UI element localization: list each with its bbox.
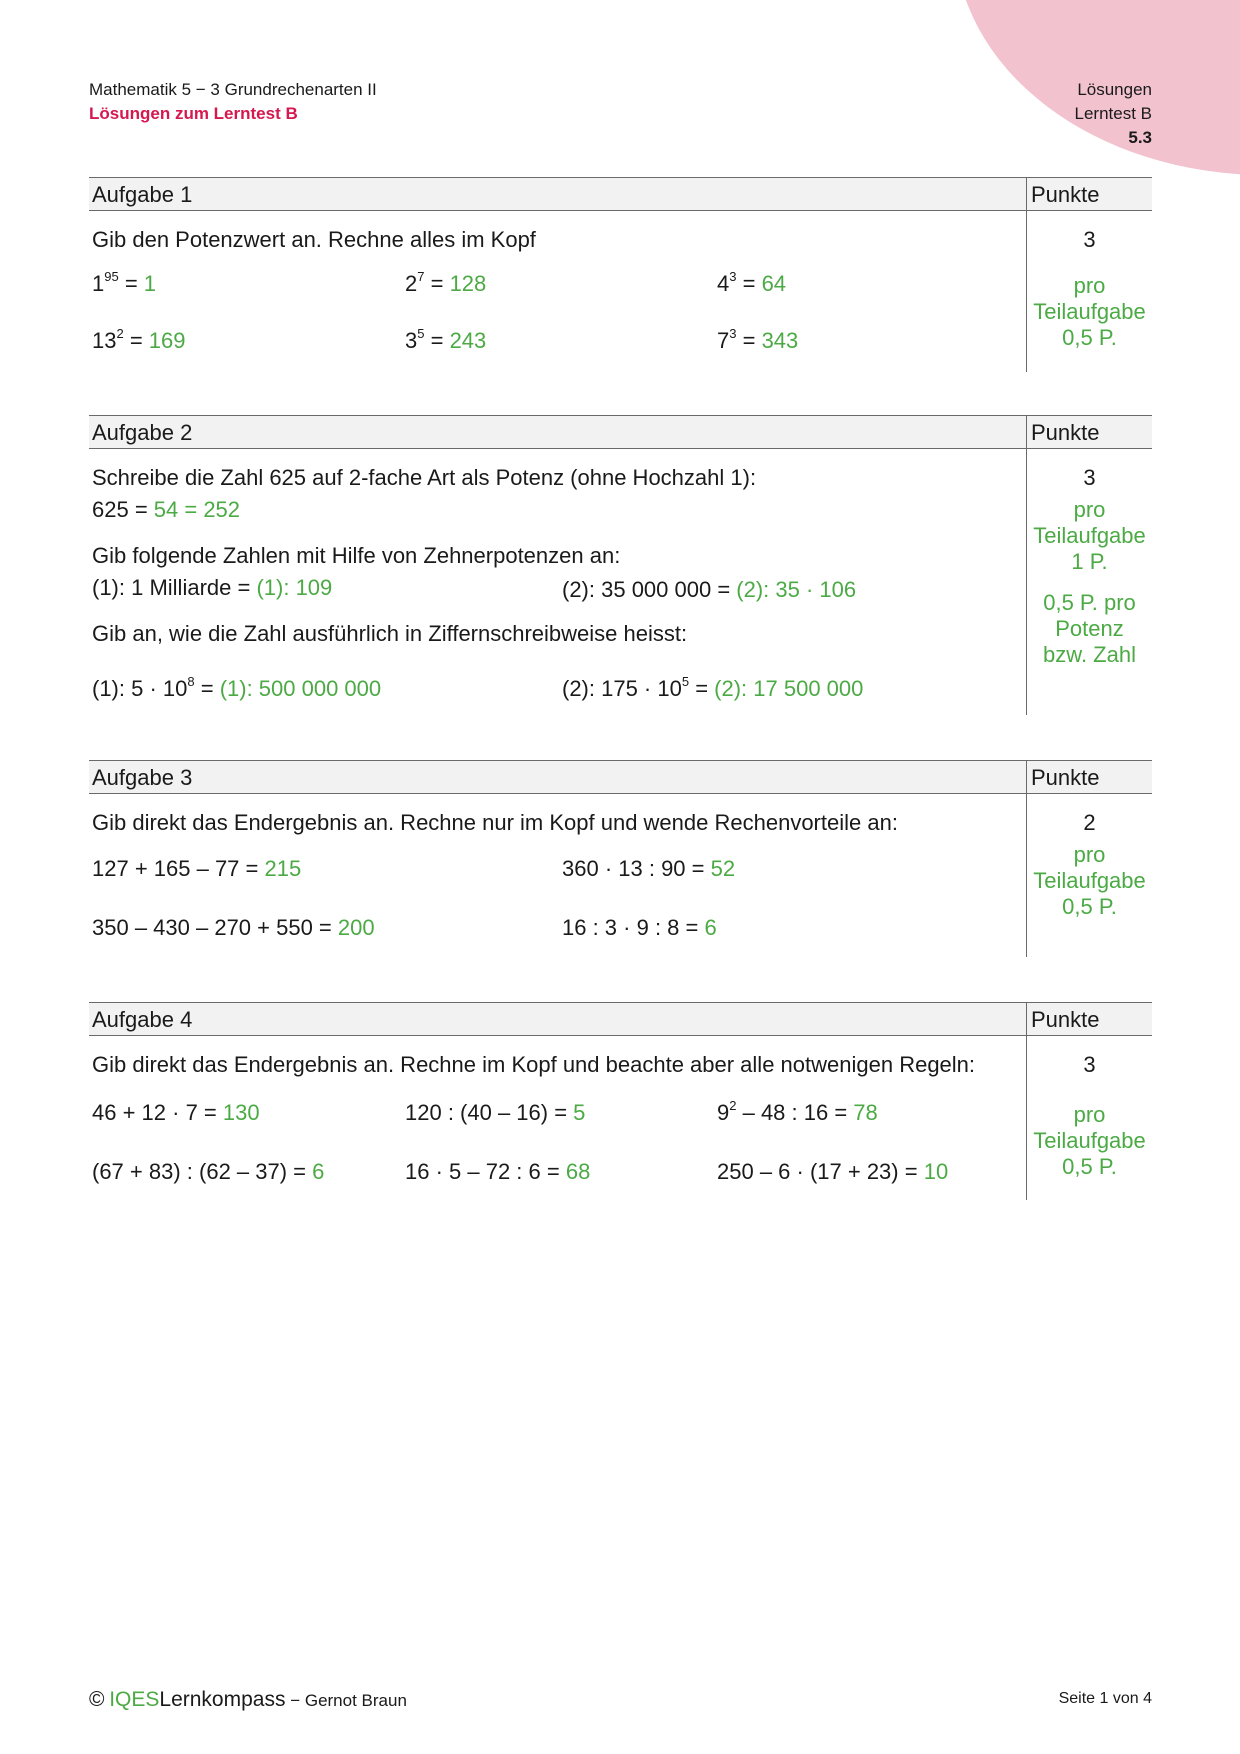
task-2-points-note-2: 0,5 P. pro Potenz bzw. Zahl <box>1043 590 1136 667</box>
task-3-points: 2 <box>1083 810 1096 835</box>
task-2-question-3a: (1): $5 \cdot 10^8 = (1)$: 500 000 000 <box>92 674 382 701</box>
answer: 6 <box>704 915 717 940</box>
task-2-instruction-1: Schreibe die Zahl 625 auf 2-fache Art als Potenz (ohne Hochzahl 1): <box>92 465 757 490</box>
task-3-item-4: 16 : 3 · 9 : 8 = 6 <box>562 915 717 940</box>
document-header <box>89 78 377 126</box>
answer: 6 <box>312 1159 325 1184</box>
answer: 343 <box>761 328 799 353</box>
task-4-instruction: Gib direkt das Endergebnis an. Rechne im Kopf und beachte aber alle notwenigen Regeln: <box>92 1052 976 1077</box>
task-1-item-6: $7^3 = 343$ <box>717 326 799 353</box>
task-4-item-4: (67 + 83) : (62 – 37) = 6 <box>92 1159 325 1184</box>
task-4 <box>89 1002 1152 1200</box>
task-3-header <box>89 760 1152 794</box>
task-2-question-2b: (2): 35 000 000 = (2): 35 · 106 <box>562 577 857 602</box>
task-4-points: 3 <box>1083 1052 1096 1077</box>
header-right-line1: Lösungen <box>1077 80 1152 99</box>
task-2-question-3b: (2): $175 \cdot 10^5 = (2)$: 17 500 000 <box>562 674 864 701</box>
task-1-item-1: $1^{95} = 1$ <box>92 269 157 296</box>
task-3-points-note: pro Teilaufgabe 0,5 P. <box>1033 842 1146 919</box>
task-2-question-2a: (1): 1 Milliarde = (1): 109 <box>92 575 333 600</box>
task-2-title: Aufgabe 2 <box>92 420 193 445</box>
task-2-points: 3 <box>1083 465 1096 490</box>
header-right <box>1075 78 1153 150</box>
task-4-points-note: pro Teilaufgabe 0,5 P. <box>1033 1102 1146 1179</box>
task-4-item-3: $9^2 - 48$ : 16 = 78 <box>717 1098 878 1125</box>
task-3-item-1: 127 + 165 – 77 = 215 <box>92 856 302 881</box>
task-1-points: 3 <box>1083 227 1096 252</box>
answer: 215 <box>264 856 302 881</box>
task-3-points-label: Punkte <box>1031 765 1100 790</box>
task-1-points-note: pro Teilaufgabe 0,5 P. <box>1033 273 1146 350</box>
task-4-item-1: 46 + 12 · 7 = 130 <box>92 1100 260 1125</box>
task-1-item-4: $13^2 = 169$ <box>92 326 186 353</box>
task-3-item-3: 350 – 430 – 270 + 550 = 200 <box>92 915 375 940</box>
task-2-instruction-3: Gib an, wie die Zahl ausführlich in Ziffernschreibweise heisst: <box>92 621 688 646</box>
brand-iqes: IQES <box>109 1688 160 1711</box>
task-2-header <box>89 415 1152 449</box>
footer <box>89 1688 407 1712</box>
task-3 <box>89 760 1152 957</box>
task-2-points-note-1: pro Teilaufgabe 1 P. <box>1033 497 1146 574</box>
task-4-item-6: 250 – 6 · (17 + 23) = 10 <box>717 1159 949 1184</box>
task-3-title: Aufgabe 3 <box>92 765 193 790</box>
answer: (1): 500 000 000 <box>219 676 382 701</box>
answer: (2): 35 · 106 <box>736 577 857 602</box>
task-1-title: Aufgabe 1 <box>92 182 193 207</box>
answer: 52 <box>710 856 736 881</box>
answer: 5 <box>573 1100 586 1125</box>
document-subtitle: Lösungen zum Lerntest B <box>89 104 298 123</box>
task-2-points-label: Punkte <box>1031 420 1100 445</box>
brand-lernkompass: Lernkompass <box>159 1688 286 1711</box>
task-4-title: Aufgabe 4 <box>92 1007 193 1032</box>
task-1 <box>89 177 1152 372</box>
author: − Gernot Braun <box>285 1691 407 1710</box>
answer: 64 <box>761 271 787 296</box>
header-right-line2: Lerntest B <box>1074 104 1152 123</box>
course-title: Mathematik 5 − 3 Grundrechenarten II <box>89 80 377 99</box>
answer: 169 <box>148 328 186 353</box>
task-3-item-2: 360 · 13 : 90 = 52 <box>562 856 736 881</box>
answer: 130 <box>222 1100 260 1125</box>
task-1-item-5: $3^5 = 243$ <box>405 326 487 353</box>
task-4-header <box>89 1002 1152 1036</box>
task-4-points-label: Punkte <box>1031 1007 1100 1032</box>
answer: (2): 17 500 000 <box>714 676 864 701</box>
task-2-question-1: 625 = 54 = 252 <box>92 497 241 522</box>
answer: 10 <box>923 1159 949 1184</box>
answer: 128 <box>449 271 487 296</box>
task-4-item-5: 16 · 5 – 72 : 6 = 68 <box>405 1159 591 1184</box>
task-1-item-2: $2^7 = 128$ <box>405 269 487 296</box>
task-1-item-3: $4^3 = 64$ <box>717 269 787 296</box>
task-3-instruction: Gib direkt das Endergebnis an. Rechne nur im Kopf und wende Rechenvorteile an: <box>92 810 898 835</box>
answer: 200 <box>337 915 375 940</box>
task-1-header <box>89 177 1152 211</box>
header-right-line3: 5.3 <box>1128 128 1152 147</box>
answer: 68 <box>565 1159 591 1184</box>
answer: 1 <box>143 271 157 296</box>
task-1-points-label: Punkte <box>1031 182 1100 207</box>
answer: 243 <box>449 328 487 353</box>
task-1-instruction: Gib den Potenzwert an. Rechne alles im Kopf <box>92 227 536 252</box>
answer: (1): 109 <box>256 575 333 600</box>
page-number: Seite 1 von 4 <box>1058 1690 1152 1707</box>
task-2-instruction-2: Gib folgende Zahlen mit Hilfe von Zehnerpotenzen an: <box>92 543 621 568</box>
task-4-item-2: 120 : (40 – 16) = 5 <box>405 1100 586 1125</box>
answer: 78 <box>853 1100 878 1125</box>
answer: 54 = 252 <box>153 497 241 522</box>
copyright-symbol: © <box>89 1688 105 1711</box>
task-2 <box>89 415 1152 715</box>
